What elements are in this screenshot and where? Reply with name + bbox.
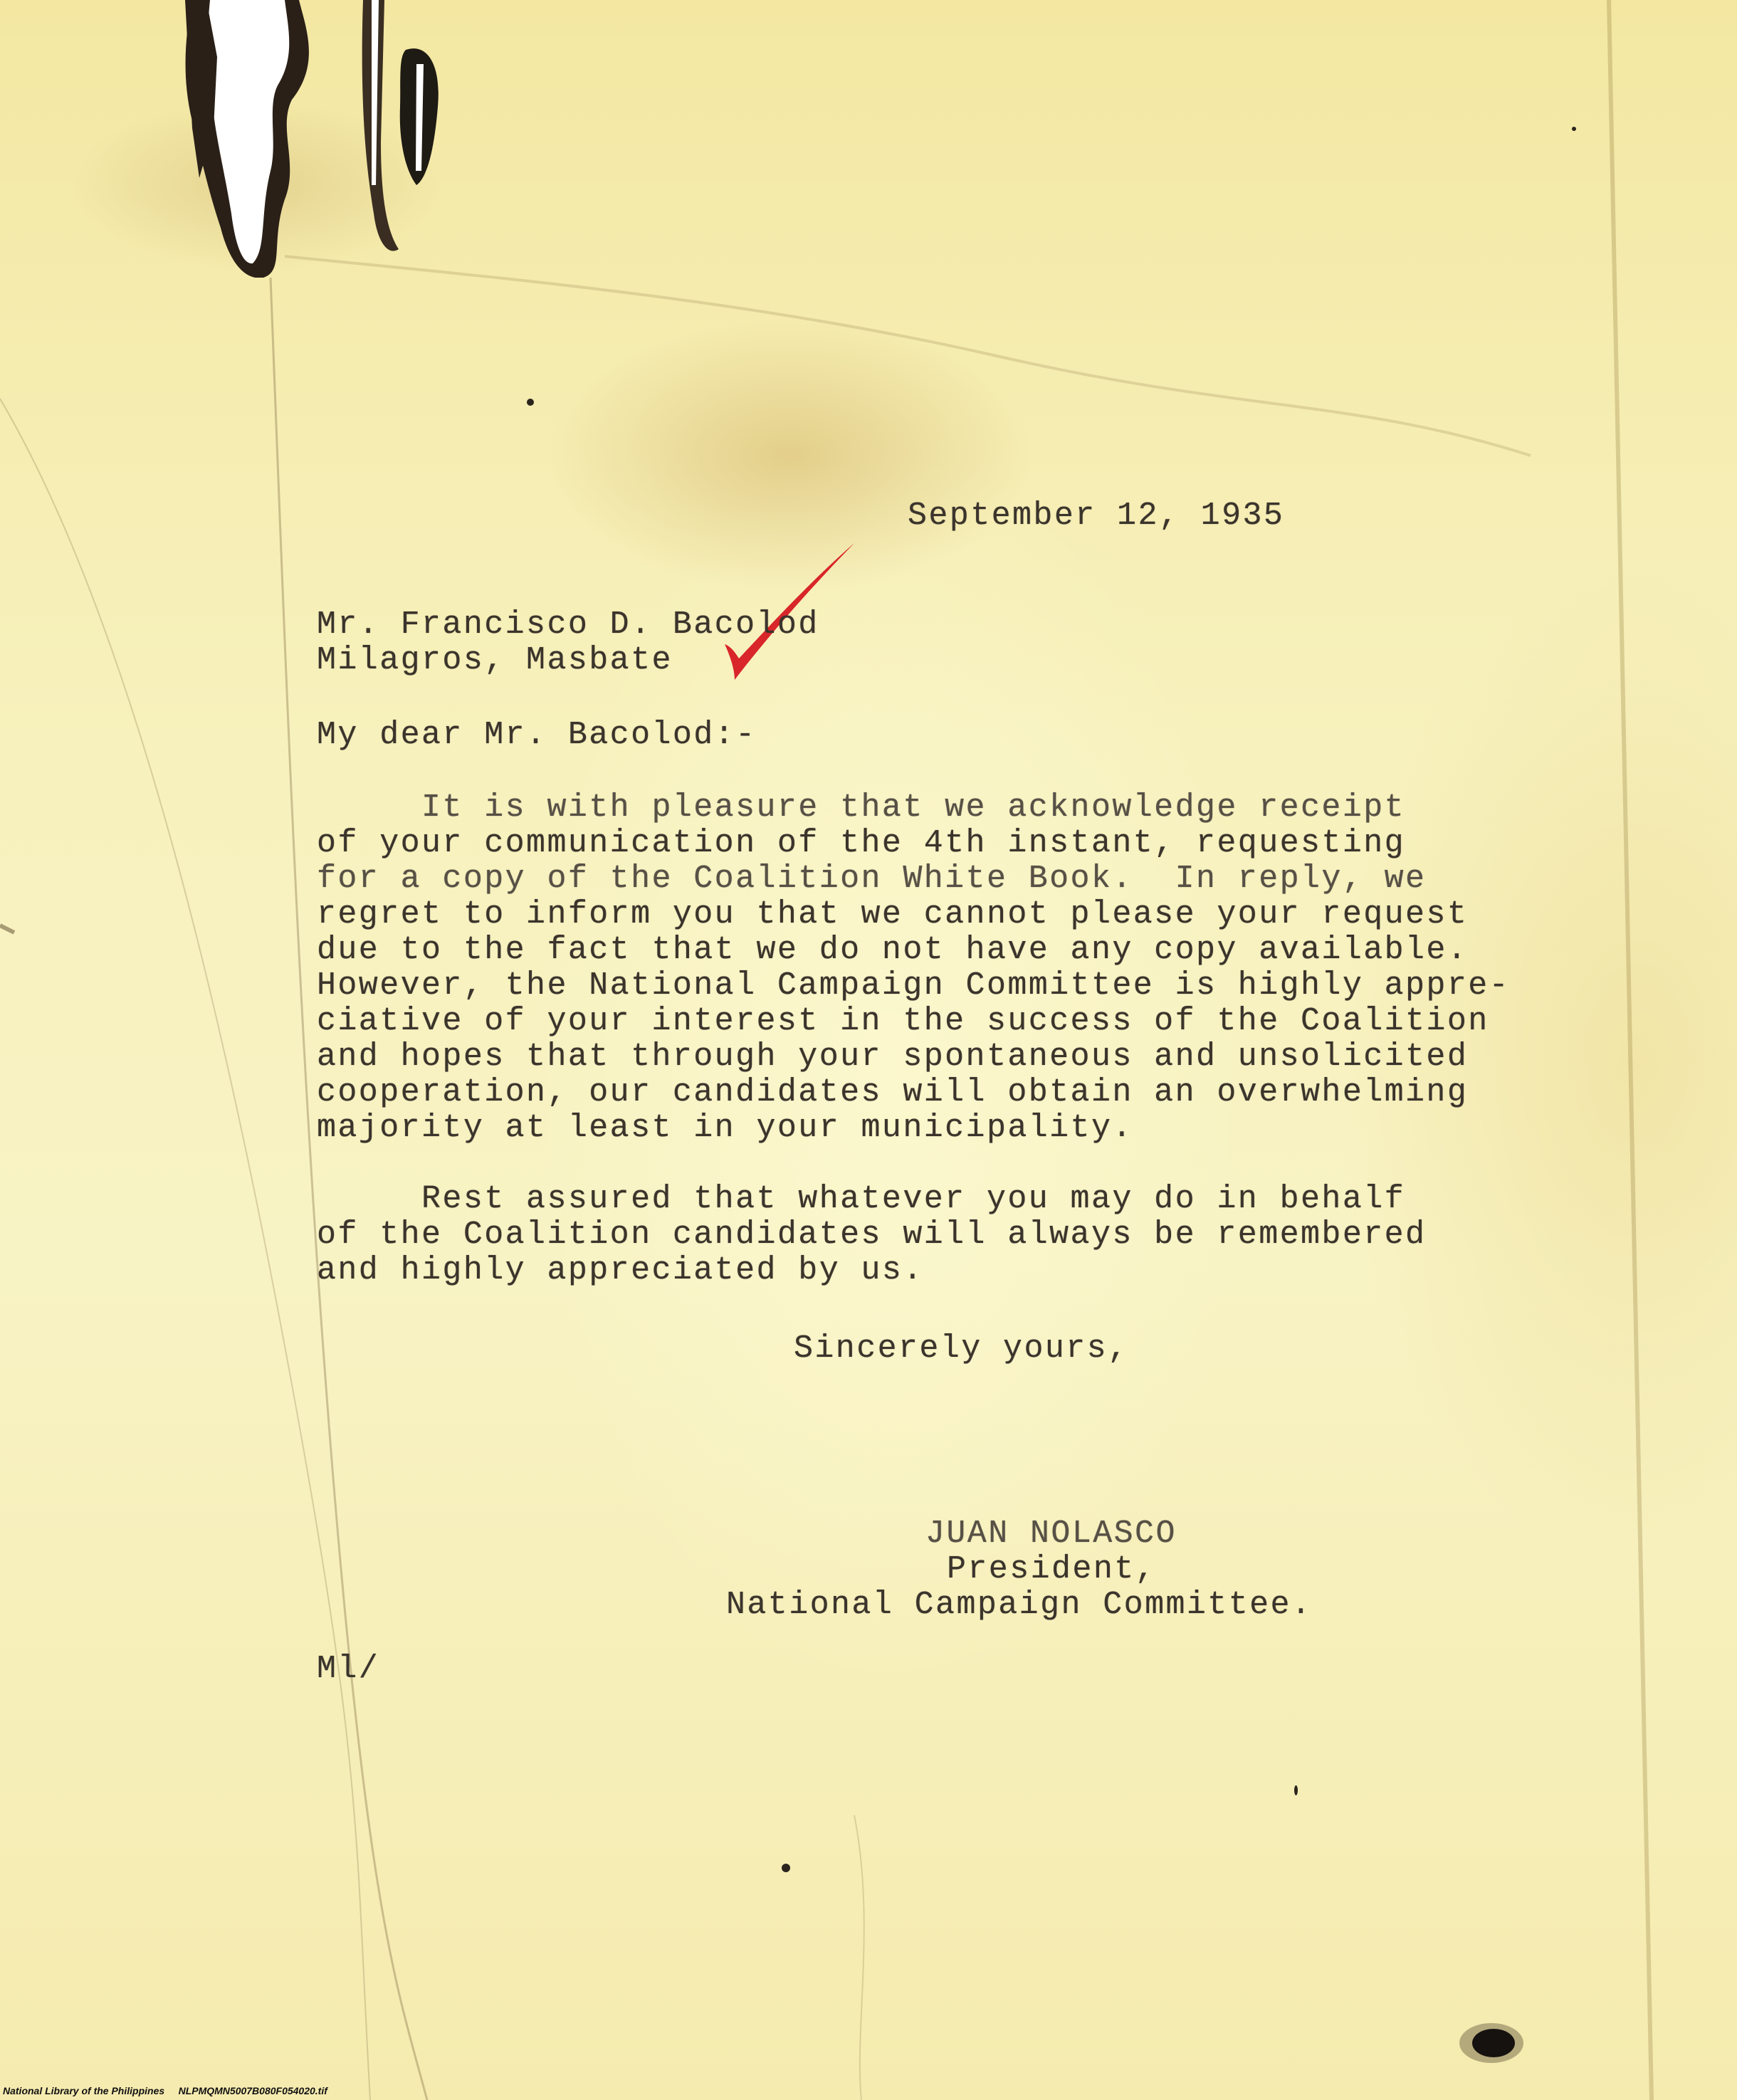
body-line: due to the fact that we do not have any copy available. [317, 932, 1469, 968]
letter-date: September 12, 1935 [908, 498, 1285, 534]
body-line: majority at least in your municipality. [317, 1110, 1133, 1146]
signatory-organization: National Campaign Committee. [726, 1587, 1313, 1623]
signatory-name: JUAN NOLASCO [925, 1516, 1177, 1552]
recipient-name: Mr. Francisco D. Bacolod [317, 607, 819, 643]
body-line: and highly appreciated by us. [317, 1252, 924, 1288]
signatory-title: President, [947, 1551, 1157, 1587]
ink-speck [1294, 1785, 1298, 1795]
burn-mark-top [178, 0, 335, 278]
recipient-address: Milagros, Masbate [317, 642, 673, 678]
ink-speck [782, 1864, 790, 1872]
ink-speck [1572, 127, 1576, 131]
body-line: Rest assured that whatever you may do in behalf [317, 1181, 1406, 1217]
body-line: and hopes that through your spontaneous and unsolicited [317, 1039, 1469, 1075]
body-line: It is with pleasure that we acknowledge receipt [317, 789, 1406, 826]
archive-footer: National Library of the Philippines NLPMQMN5007B080F054020.tif [3, 2085, 327, 2096]
body-line: However, the National Campaign Committee is highly appre- [317, 967, 1511, 1004]
burn-mark-bottom [1452, 2015, 1531, 2072]
body-line: for a copy of the Coalition White Book. In reply, we [317, 861, 1427, 897]
body-line: of your communication of the 4th instant, requesting [317, 825, 1406, 861]
body-line: cooperation, our candidates will obtain an overwhelming [317, 1074, 1469, 1111]
ink-speck [527, 399, 534, 406]
body-line: of the Coalition candidates will always be remembered [317, 1217, 1427, 1253]
burn-mark-slot [356, 0, 441, 271]
body-line: ciative of your interest in the success of the Coalition [317, 1003, 1489, 1039]
body-line: regret to inform you that we cannot please your request [317, 896, 1469, 933]
salutation: My dear Mr. Bacolod:- [317, 717, 757, 753]
typist-initials: Ml/ [317, 1651, 380, 1687]
closing: Sincerely yours, [794, 1330, 1129, 1367]
